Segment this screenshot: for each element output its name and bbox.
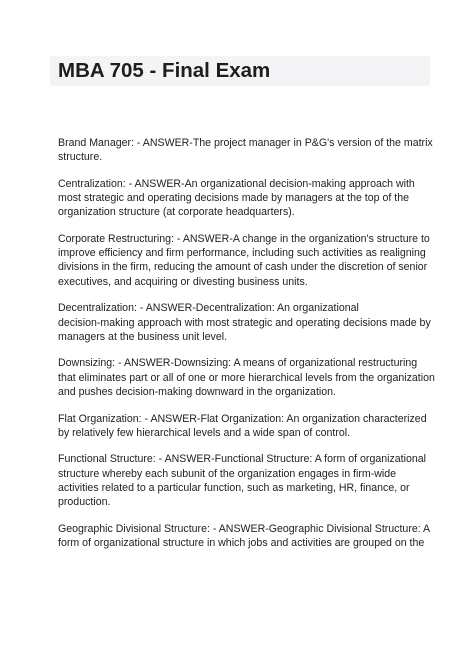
entry-line: that eliminates part or all of one or more hierarchical levels from the organization (58, 371, 435, 384)
entry-line: by relatively few hierarchical levels and a wide span of control. (58, 426, 351, 439)
definition-entry-corporate-restructuring (58, 232, 434, 289)
document-title: MBA 705 - Final Exam (58, 59, 271, 82)
definition-entry-geographic-divisional-structure (58, 522, 434, 550)
entry-line: Brand Manager: - ANSWER-The project manager in P&G's version of the matrix (58, 137, 433, 149)
entry-line: production. (58, 496, 111, 509)
entry-line: most strategic and operating decisions made by managers at the top of the (58, 192, 409, 205)
entry-line: activities related to a particular function, such as marketing, HR, finance, or (58, 481, 410, 494)
definition-entry-flat-organization (58, 412, 434, 440)
entry-line: Flat Organization: - ANSWER-Flat Organization: An organization characterized (58, 412, 427, 425)
entry-line: form of organizational structure in which jobs and activities are grouped on the (58, 536, 425, 549)
entry-line: Centralization: - ANSWER-An organizational decision-making approach with (58, 177, 415, 190)
definition-entry-decentralization (58, 301, 434, 344)
entry-line: organization structure (at corporate headquarters). (58, 206, 295, 219)
entry-line: managers at the business unit level. (58, 330, 228, 343)
entry-line: structure whereby each subunit of the organization engages in firm-wide (58, 467, 397, 480)
definition-entry-centralization (58, 177, 434, 220)
definition-entry-brand-manager (58, 136, 434, 164)
entry-line: Corporate Restructuring: - ANSWER-A change in the organization's structure to (58, 233, 430, 246)
entry-line: decision-making approach with most strategic and operating decisions made by (58, 316, 431, 329)
entry-line: Geographic Divisional Structure: - ANSWER-Geographic Divisional Structure: A (58, 522, 431, 535)
entry-line: Decentralization: - ANSWER-Decentralization: An organizational (58, 302, 359, 315)
entry-line: divisions in the firm, reducing the amount of cash under the discretion of senior (58, 261, 428, 274)
entry-line: Functional Structure: - ANSWER-Functional Structure: A form of organizational (58, 453, 426, 466)
definition-entry-functional-structure (58, 452, 434, 509)
entry-line: and pushes decision-making downward in the organization. (58, 385, 336, 398)
entry-line: Downsizing: - ANSWER-Downsizing: A means of organizational restructuring (58, 357, 418, 370)
title-bar (50, 56, 430, 86)
definition-entry-downsizing (58, 356, 434, 399)
document-body (58, 136, 434, 563)
entry-line: executives, and acquiring or divesting business units. (58, 275, 308, 288)
entry-line: structure. (58, 151, 103, 164)
entry-line: improve efficiency and firm performance, including such activities as realigning (58, 247, 426, 260)
